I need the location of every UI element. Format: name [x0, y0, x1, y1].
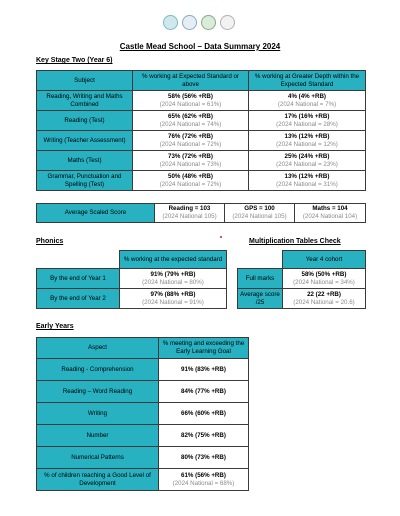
ks2-header-subject: Subject [37, 71, 133, 91]
table-row [37, 359, 249, 381]
mtc-heading: Multiplication Tables Check [249, 238, 341, 245]
ey-aspect: Number [37, 425, 159, 447]
ks2-greater-national: (2024 National = 31%) [276, 180, 338, 188]
ks2-table [36, 70, 366, 191]
table-row [37, 289, 227, 309]
phonics-table [36, 250, 227, 309]
table-row [37, 111, 366, 131]
mtc-national: (2024 National = 20.6) [293, 298, 355, 306]
ks2-greater-value: 13% (12% +RB) [284, 132, 330, 140]
ey-value: 80% (73% +RB) [181, 453, 226, 461]
ey-aspect: % of children reaching a Good Level of Development [37, 469, 159, 491]
trust-logo-icon [182, 15, 197, 30]
phonics-national: (2024 National = 91%) [142, 298, 204, 306]
ks2-expected-value: 50% (48% +RB) [168, 172, 213, 180]
scaled-reading-national: (2024 National 105) [162, 213, 217, 220]
phonics-value: 91% (79% +RB) [150, 270, 196, 278]
partner-logo-icon [220, 15, 235, 30]
ey-value: 66% (60% +RB) [181, 409, 226, 417]
ey-header-aspect: Aspect [37, 338, 159, 359]
table-row [238, 269, 366, 289]
page-title: Castle Mead School – Data Summary 2024 [119, 42, 281, 51]
ks2-expected-value: 73% (72% +RB) [168, 152, 213, 160]
mtc-label: Full marks [238, 269, 283, 289]
ks2-subject: Maths (Test) [37, 151, 133, 171]
ks2-subject: Writing (Teacher Assessment) [37, 131, 133, 151]
ks2-subject: Reading (Test) [37, 111, 133, 131]
phonics-label: By the end of Year 2 [37, 289, 120, 309]
ey-value: 84% (77% +RB) [181, 387, 226, 395]
mtc-value: 22 (22 +RB) [307, 290, 341, 298]
phonics-national: (2024 National = 80%) [142, 278, 204, 286]
ey-aspect: Reading – Word Reading [37, 381, 159, 403]
early-years-heading: Early Years [36, 323, 74, 330]
table-row [37, 403, 249, 425]
ks2-subject: Reading, Writing and Maths Combined [37, 91, 133, 111]
ks2-expected-value: 76% (72% +RB) [168, 132, 213, 140]
ks2-heading: Key Stage Two (Year 6) [36, 57, 113, 64]
scaled-gps-value: GPS = 100 [244, 205, 275, 213]
scaled-gps-national: (2024 National 105) [232, 213, 287, 220]
table-row [37, 425, 249, 447]
ks2-expected-national: (2024 National = 72%) [159, 180, 222, 188]
phonics-header: % working at the expected standard [120, 251, 227, 269]
ks2-greater-value: 13% (12% +RB) [284, 172, 330, 180]
scaled-score-table [36, 203, 366, 223]
phonics-value: 97% (88% +RB) [150, 290, 196, 298]
phonics-label: By the end of Year 1 [37, 269, 120, 289]
scaled-maths-value: Maths = 104 [312, 205, 348, 213]
table-row [238, 289, 366, 309]
mtc-label: Average score /25 [238, 289, 283, 309]
mark-dot [220, 236, 222, 238]
table-row [37, 381, 249, 403]
ks2-greater-value: 17% (16% +RB) [284, 112, 330, 120]
mtc-table [237, 250, 366, 309]
ks2-expected-value: 65% (62% +RB) [168, 112, 213, 120]
ks2-expected-national: (2024 National = 61%) [159, 100, 222, 108]
table-row [37, 171, 366, 191]
table-row [37, 131, 366, 151]
ks2-greater-national: (2024 National = 7%) [277, 100, 337, 108]
table-row [37, 447, 249, 469]
ey-value: 82% (75% +RB) [181, 431, 226, 439]
ks2-greater-value: 25% (24% +RB) [284, 152, 330, 160]
mtc-national: (2024 National = 34%) [293, 278, 355, 286]
scaled-reading-value: Reading = 103 [168, 205, 211, 213]
phonics-heading: Phonics [36, 238, 64, 245]
ks2-greater-national: (2024 National = 12%) [276, 140, 338, 148]
ey-aspect: Writing [37, 403, 159, 425]
scaled-maths-national: (2024 National 104) [302, 213, 358, 220]
ey-value: 91% (83% +RB) [181, 365, 226, 373]
header-logos [163, 12, 239, 32]
ey-aspect: Numerical Patterns [37, 447, 159, 469]
ks2-expected-national: (2024 National = 74%) [159, 120, 222, 128]
table-row [37, 269, 227, 289]
ks2-expected-value: 58% (56% +RB) [168, 92, 213, 100]
ks2-expected-national: (2024 National = 72%) [159, 140, 222, 148]
ks2-header-greater: % working at Greater Depth within the Expected Standard [249, 71, 366, 91]
ks2-greater-national: (2024 National = 23%) [276, 160, 338, 168]
ks2-expected-national: (2024 National = 73%) [159, 160, 222, 168]
ks2-greater-national: (2024 National = 28%) [276, 120, 338, 128]
scaled-score-label: Average Scaled Score [37, 204, 155, 223]
early-years-table [36, 337, 249, 491]
school-logo-icon [163, 15, 178, 30]
ks2-subject: Grammar, Punctuation and Spelling (Test) [37, 171, 133, 191]
ks2-greater-value: 4% (4% +RB) [288, 92, 326, 100]
mtc-value: 58% (50% +RB) [301, 270, 347, 278]
award-logo-icon [201, 15, 216, 30]
table-row [37, 91, 366, 111]
ey-national: (2024 National = 68%) [172, 479, 235, 487]
mtc-header: Year 4 cohort [283, 251, 366, 269]
ks2-header-expected: % working at Expected Standard or above [133, 71, 249, 91]
ey-value: 61% (56% +RB) [181, 471, 226, 479]
ey-header-value: % meeting and exceeding the Early Learning Goal [159, 338, 249, 359]
ey-aspect: Reading - Comprehension [37, 359, 159, 381]
table-row [37, 469, 249, 491]
table-row [37, 151, 366, 171]
